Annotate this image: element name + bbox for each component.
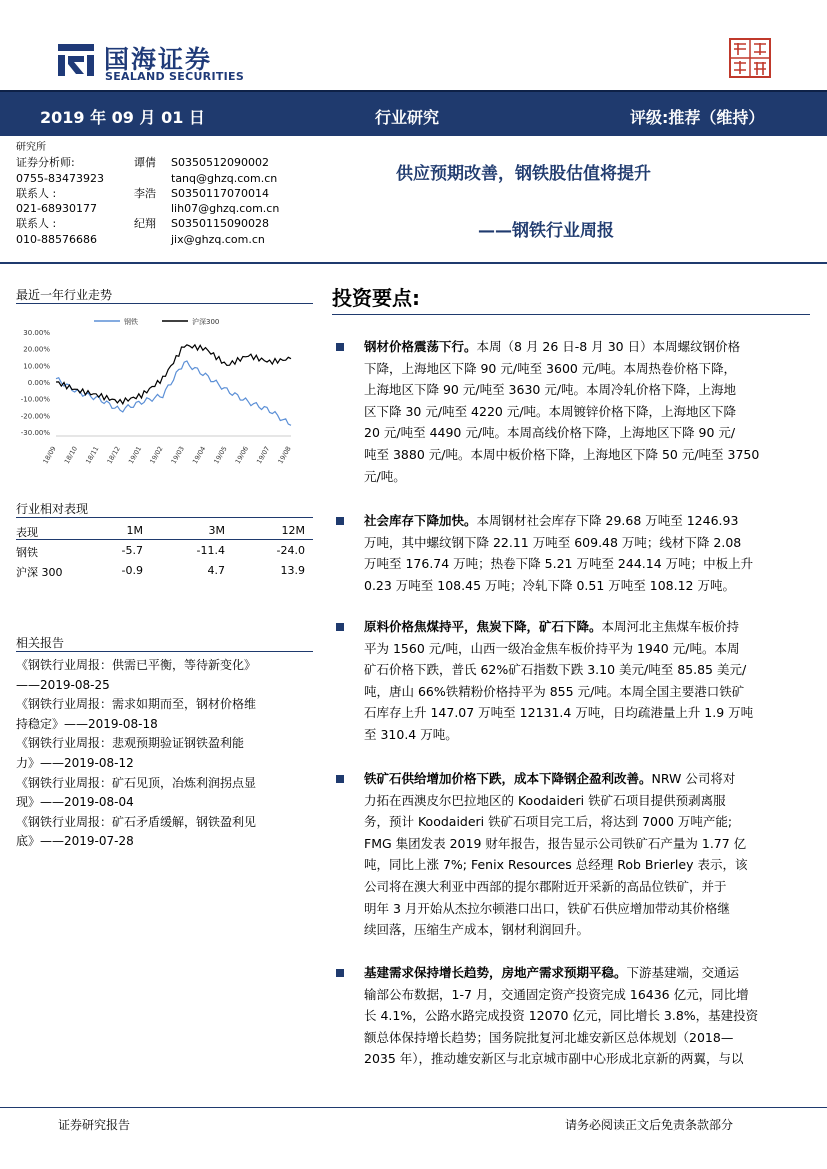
point-text: 万吨，其中螺纹钢下降 22.11 万吨至 609.48 万吨；线材下降 2.08 bbox=[364, 534, 742, 550]
footer-disclaimer: 请务必阅读正文后免责条款部分 bbox=[565, 1118, 734, 1132]
legend-label: 沪深300 bbox=[192, 318, 220, 326]
paragraph-line bbox=[336, 681, 796, 703]
investment-heading-rule bbox=[332, 314, 810, 315]
paragraph-line bbox=[336, 898, 796, 920]
logo-chinese-name: 国海证券 bbox=[104, 45, 213, 74]
paragraph-line bbox=[336, 854, 796, 876]
analyst-row: 021-68930177 lih07@ghzq.com.cn bbox=[16, 202, 280, 216]
point-text: 续回落，压缩生产成本，钢材利润回升。 bbox=[364, 922, 590, 938]
y-tick-label: 30.00% bbox=[23, 329, 50, 337]
paragraph-line bbox=[336, 616, 796, 638]
research-seal-icon bbox=[729, 38, 771, 78]
point-text: 区下降 30 元/吨至 4220 元/吨。本周镀锌价格下降，上海地区下降 bbox=[364, 403, 737, 419]
x-tick-label: 19/08 bbox=[276, 445, 293, 466]
point-text: 平为 1560 元/吨，山西一级冶金焦车板价持平为 1940 元/吨。本周 bbox=[364, 640, 740, 656]
x-tick-label: 19/05 bbox=[212, 445, 229, 466]
paragraph-line bbox=[336, 638, 796, 660]
x-tick-label: 19/07 bbox=[255, 445, 272, 466]
related-reports-heading: 相关报告 bbox=[16, 636, 65, 650]
analyst-row: 010-88576686 jix@ghzq.com.cn bbox=[16, 232, 265, 246]
report-info-bar bbox=[0, 90, 827, 136]
logo-english-name: SEALAND SECURITIES bbox=[105, 70, 245, 83]
institute-label: 研究所 bbox=[16, 142, 46, 153]
point-text: FMG 集团发表 2019 财年报告，报告显示公司铁矿石产量为 1.77 亿 bbox=[364, 835, 747, 851]
related-reports-list bbox=[16, 656, 316, 852]
paragraph-line bbox=[336, 702, 796, 724]
point-text: 吨至 3880 元/吨。本周中板价格下降，上海地区下降 50 元/吨至 3750 bbox=[364, 446, 760, 462]
x-tick-label: 19/03 bbox=[169, 445, 186, 466]
paragraph-line bbox=[336, 833, 796, 855]
report-subtitle: ——钢铁行业周报 bbox=[478, 221, 614, 241]
analyst-info bbox=[16, 140, 280, 247]
report-type: 行业研究 bbox=[375, 108, 440, 127]
point-text: 明年 3 月开始从杰拉尔顿港口出口，铁矿石供应增加带动其价格继 bbox=[364, 900, 730, 916]
paragraph-line bbox=[336, 532, 796, 554]
footer-divider bbox=[0, 1107, 827, 1108]
point-text: 输部公布数据，1-7 月，交通固定资产投资完成 16436 亿元，同比增 bbox=[364, 986, 749, 1002]
paragraph-line bbox=[336, 1027, 796, 1049]
paragraph-line bbox=[336, 1005, 796, 1027]
report-date: 2019 年 09 月 01 日 bbox=[40, 108, 205, 127]
investment-point bbox=[336, 616, 796, 746]
investment-highlights-heading: 投资要点: bbox=[332, 286, 420, 310]
point-text: 本周钢材社会库存下降 29.68 万吨至 1246.93 bbox=[476, 513, 739, 528]
paragraph-line bbox=[336, 336, 796, 358]
paragraph-line bbox=[336, 1048, 796, 1070]
point-text: 至 310.4 万吨。 bbox=[364, 726, 458, 742]
point-text: 本周河北主焦煤车板价持 bbox=[601, 619, 740, 634]
paragraph-line bbox=[336, 379, 796, 401]
point-text: 上海地区下降 90 元/吨至 3630 元/吨。本周冷轧价格下降，上海地 bbox=[364, 382, 737, 398]
paragraph-line bbox=[336, 962, 796, 984]
report-link[interactable]: 现》——2019-08-04 bbox=[16, 795, 134, 810]
paragraph-line bbox=[336, 575, 796, 597]
x-tick-label: 18/10 bbox=[62, 445, 80, 466]
y-tick-label: -30.00% bbox=[20, 429, 50, 437]
company-logo bbox=[56, 38, 256, 88]
bullet-square-icon bbox=[336, 517, 344, 525]
paragraph-line bbox=[336, 444, 796, 466]
trend-heading-rule bbox=[16, 303, 313, 304]
paragraph-line bbox=[336, 358, 796, 380]
paragraph-line bbox=[336, 984, 796, 1006]
bullet-square-icon bbox=[336, 775, 344, 783]
paragraph-line bbox=[336, 422, 796, 444]
point-text: 额总体保持增长趋势；国务院批复河北雄安新区总体规划（2018— bbox=[364, 1029, 734, 1045]
x-tick-label: 18/11 bbox=[84, 445, 101, 466]
bullet-square-icon bbox=[336, 343, 344, 351]
series-line bbox=[56, 361, 291, 425]
perf-heading-rule bbox=[16, 517, 313, 518]
report-link[interactable]: 持稳定》——2019-08-18 bbox=[16, 716, 158, 731]
perf-heading: 行业相对表现 bbox=[16, 502, 89, 516]
y-tick-label: -10.00% bbox=[20, 395, 50, 404]
point-text: 长 4.1%，公路水路完成投资 12070 亿元，同比增长 3.8%，基建投资 bbox=[364, 1008, 759, 1024]
table-header-row: 表现 1M 3M 12M bbox=[16, 520, 313, 540]
investment-point bbox=[336, 510, 796, 596]
industry-trend-chart bbox=[16, 310, 313, 490]
paragraph-line bbox=[336, 768, 796, 790]
analyst-row: 0755-83473923 tanq@ghzq.com.cn bbox=[16, 171, 278, 185]
legend-label: 钢铁 bbox=[124, 318, 138, 326]
y-tick-label: 0.00% bbox=[27, 379, 50, 387]
y-tick-label: 10.00% bbox=[23, 362, 50, 371]
report-link[interactable]: 《钢铁行业周报：需求如期而至，钢材价格维 bbox=[16, 697, 257, 712]
point-text: 本周（8 月 26 日-8 月 30 日）本周螺纹钢价格 bbox=[476, 339, 741, 354]
point-lead: 钢材价格震荡下行。 bbox=[364, 339, 477, 354]
point-text: 元/吨。 bbox=[364, 468, 406, 484]
related-reports-rule bbox=[16, 651, 313, 652]
report-link[interactable]: 力》——2019-08-12 bbox=[16, 755, 134, 770]
point-lead: 社会库存下降加快。 bbox=[364, 513, 477, 528]
relative-performance-table bbox=[16, 520, 313, 580]
x-tick-label: 19/06 bbox=[233, 445, 251, 466]
y-tick-label: 20.00% bbox=[23, 345, 50, 354]
point-text: 公司将在澳大利亚中西部的提尔郡附近开采新的高品位铁矿，并于 bbox=[364, 878, 727, 894]
bullet-square-icon bbox=[336, 623, 344, 631]
series-line bbox=[56, 345, 291, 404]
point-text: 力拓在西澳皮尔巴拉地区的 Koodaideri 铁矿石项目提供预剥离服 bbox=[364, 792, 726, 808]
paragraph-line bbox=[336, 659, 796, 681]
x-tick-label: 19/02 bbox=[148, 445, 165, 466]
point-text: 务，预计 Koodaideri 铁矿石项目完工后，将达到 7000 万吨产能; bbox=[364, 814, 733, 830]
point-text: 下降，上海地区下降 90 元/吨至 3600 元/吨。本周热卷价格下降， bbox=[364, 360, 737, 376]
point-text: 矿石价格下跌，普氏 62%矿石指数下跌 3.10 美元/吨至 85.85 美元/ bbox=[364, 662, 747, 678]
point-lead: 原料价格焦煤持平，焦炭下降，矿石下降。 bbox=[364, 619, 602, 634]
point-lead: 铁矿石供给增加价格下跌，成本下降钢企盈利改善。 bbox=[364, 771, 652, 786]
paragraph-line bbox=[336, 510, 796, 532]
point-text: 万吨至 176.74 万吨；热卷下降 5.21 万吨至 244.14 万吨；中板上升 bbox=[364, 556, 754, 572]
point-text: 吨，同比上涨 7%; Fenix Resources 总经理 Rob Brierley 表示，该 bbox=[364, 857, 748, 873]
x-tick-label: 18/12 bbox=[105, 445, 122, 466]
paragraph-line bbox=[336, 811, 796, 833]
investment-point bbox=[336, 768, 796, 941]
header-divider bbox=[0, 262, 827, 264]
investment-point bbox=[336, 336, 796, 487]
investment-point bbox=[336, 962, 796, 1070]
analyst-row: 证券分析师: 谭倩 S0350512090002 bbox=[16, 156, 269, 170]
x-tick-label: 19/04 bbox=[190, 445, 208, 466]
table-row: 沪深 300 -0.9 4.7 13.9 bbox=[16, 564, 305, 579]
paragraph-line bbox=[336, 466, 796, 488]
analyst-row: 联系人 : 李浩 S0350117070014 bbox=[16, 186, 269, 200]
report-link[interactable]: 《钢铁行业周报：矿石矛盾缓解，钢铁盈利见 bbox=[16, 814, 257, 829]
paragraph-line bbox=[336, 553, 796, 575]
report-link[interactable]: 《钢铁行业周报：矿石见顶，冶炼利润拐点显 bbox=[16, 775, 257, 790]
x-tick-label: 18/09 bbox=[41, 445, 58, 466]
point-text: 石库存上升 147.07 万吨至 12131.4 万吨，日均疏港量上升 1.9 万吨 bbox=[364, 705, 754, 721]
point-text: NRW 公司将对 bbox=[651, 771, 736, 786]
report-rating: 评级:推荐（维持） bbox=[630, 108, 765, 127]
paragraph-line bbox=[336, 919, 796, 941]
report-link[interactable]: 《钢铁行业周报：悲观预期验证钢铁盈利能 bbox=[16, 736, 245, 751]
analyst-row: 联系人 : 纪翔 S0350115090028 bbox=[16, 217, 269, 231]
point-text: 20 元/吨至 4490 元/吨。本周高线价格下降，上海地区下降 90 元/ bbox=[364, 425, 736, 441]
point-text: 2035 年），推动雄安新区与北京城市副中心形成北京新的两翼，与以 bbox=[364, 1051, 744, 1067]
point-text: 下游基建端，交通运 bbox=[626, 965, 740, 980]
table-row: 钢铁 -5.7 -11.4 -24.0 bbox=[16, 544, 305, 559]
report-link[interactable]: 《钢铁行业周报：供需已平衡，等待新变化》 bbox=[16, 658, 257, 672]
paragraph-line bbox=[336, 876, 796, 898]
paragraph-line bbox=[336, 401, 796, 423]
point-text: 0.23 万吨至 108.45 万吨；冷轧下降 0.51 万吨至 108.12 万吨。 bbox=[364, 577, 735, 593]
point-text: 吨，唐山 66%铁精粉价格持平为 855 元/吨。本周全国主要港口铁矿 bbox=[364, 683, 745, 699]
trend-heading: 最近一年行业走势 bbox=[16, 288, 113, 302]
report-title: 供应预期改善，钢铁股估值将提升 bbox=[396, 164, 651, 184]
x-tick-label: 19/01 bbox=[126, 445, 144, 466]
point-lead: 基建需求保持增长趋势，房地产需求预期平稳。 bbox=[364, 965, 627, 980]
sealand-logo-icon bbox=[56, 40, 96, 80]
bullet-square-icon bbox=[336, 969, 344, 977]
paragraph-line bbox=[336, 790, 796, 812]
paragraph-line bbox=[336, 724, 796, 746]
report-link[interactable]: 底》——2019-07-28 bbox=[16, 834, 134, 849]
y-tick-label: -20.00% bbox=[20, 412, 50, 421]
footer-left: 证券研究报告 bbox=[58, 1118, 131, 1132]
report-date: ——2019-08-25 bbox=[16, 677, 110, 692]
